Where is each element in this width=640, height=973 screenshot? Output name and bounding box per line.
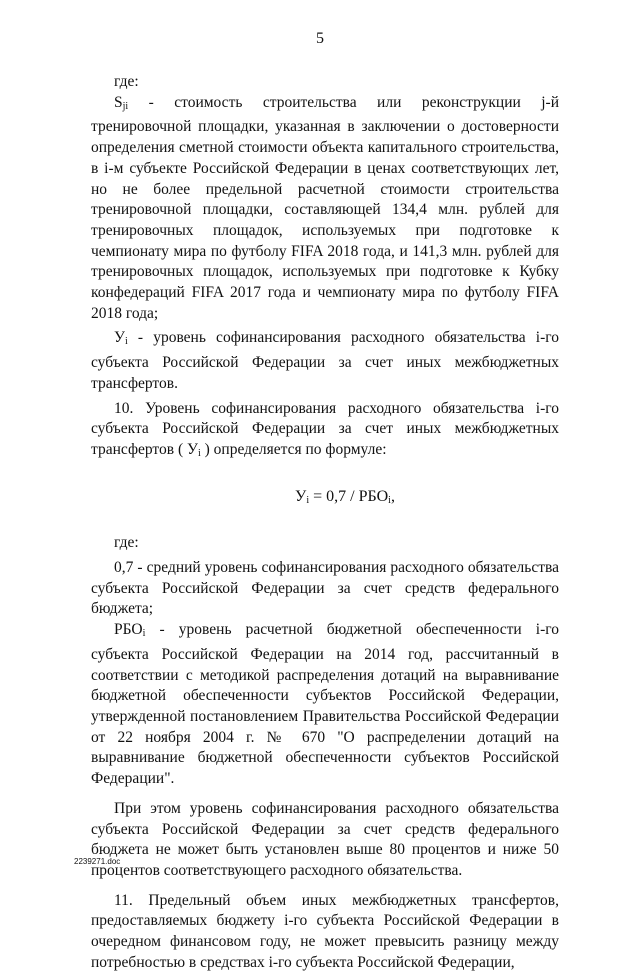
where-label-2: где: [114,534,139,552]
formula-end: , [390,487,395,505]
formula-middle: = 0,7 / РБО [309,487,389,505]
symbol-s: S [114,93,123,111]
paragraph-10 [91,399,559,465]
file-name-footer: 2239271.doc [74,857,121,866]
formula [91,487,559,512]
page-number: 5 [316,30,324,47]
formula-lhs: У [295,487,307,505]
definition-0-7: 0,7 - средний уровень софинансирования расходного обязательства субъекта Российской Федерации за счет средств федерального бюджета; [91,559,559,618]
definition-rbo-i [91,620,559,790]
symbol-rbo-subscript: i [142,628,146,640]
paragraph-11: 11. Предельный объем иных межбюджетных трансфертов, предоставляемых бюджету i-го субъекта Российской Федерации в очередном финансовом году, не может превысить разницу между потребностью в средствах i-го субъекта Российской Федерации, [91,891,559,971]
paragraph-limit: При этом уровень софинансирования расходного обязательства субъекта Российской Федерации за счет средств федерального бюджета не может быть установлен выше 80 процентов и ниже 50 процентов соответствующего расходного обязательства. [91,799,559,879]
definition-s-ji [91,93,559,325]
formula-rhs-subscript: i [388,494,391,506]
definition-s-ji-text: - стоимость строительства или реконструкции j-й тренировочной площадки, указанная в заключении о достоверности определения сметной стоимости объекта капитального строительства, в i-м субъекте Российской Федерации в ценах соответствующих лет, но не более предельной расчетной стоимости строительства тренировочной площадки, составляющей 134,4 млн. рублей для тренировочных площадок, используемых при подготовке к чемпионату мира по футболу FIFA 2018 года, и 141,3 млн. рублей для тренировочных площадок, используемых при подготовке к Кубку конфедераций FIFA 2017 года и чемпионату мира по футболу FIFA 2018 года; [91,93,559,322]
paragraph-10-symbol-subscript: i [197,447,201,459]
definition-rbo-i-text: - уровень расчетной бюджетной обеспеченности i-го субъекта Российской Федерации на 2014 год, рассчитанный в соответствии с методикой распределения дотаций на выравнивание бюджетной обеспеченности субъектов Российской Федерации, утвержденной постановлением Правительства Российской Федерации от 22 ноября 2004 г. № 670 "О распределении дотаций на выравнивание бюджетной обеспеченности субъектов Российской Федерации". [91,621,559,788]
paragraph-10-symbol: У [186,440,198,458]
definition-u-i [91,328,559,394]
formula-lhs-subscript: i [306,494,310,506]
paragraph-10-tail: ) определяется по формуле: [200,440,387,458]
where-label-1: где: [114,73,139,90]
paragraph-10-text: 10. Уровень софинансирования расходного обязательства i-го субъекта Российской Федерации за счет иных межбюджетных трансфертов ( [91,399,559,458]
symbol-u-subscript: i [124,336,128,348]
symbol-rbo: РБО [114,621,143,639]
document-body [91,72,559,973]
symbol-s-subscript: ji [122,100,129,112]
definition-u-i-text: - уровень софинансирования расходного обязательства i-го субъекта Российской Федерации за счет иных межбюджетных трансфертов. [91,329,559,392]
symbol-u: У [114,329,125,347]
